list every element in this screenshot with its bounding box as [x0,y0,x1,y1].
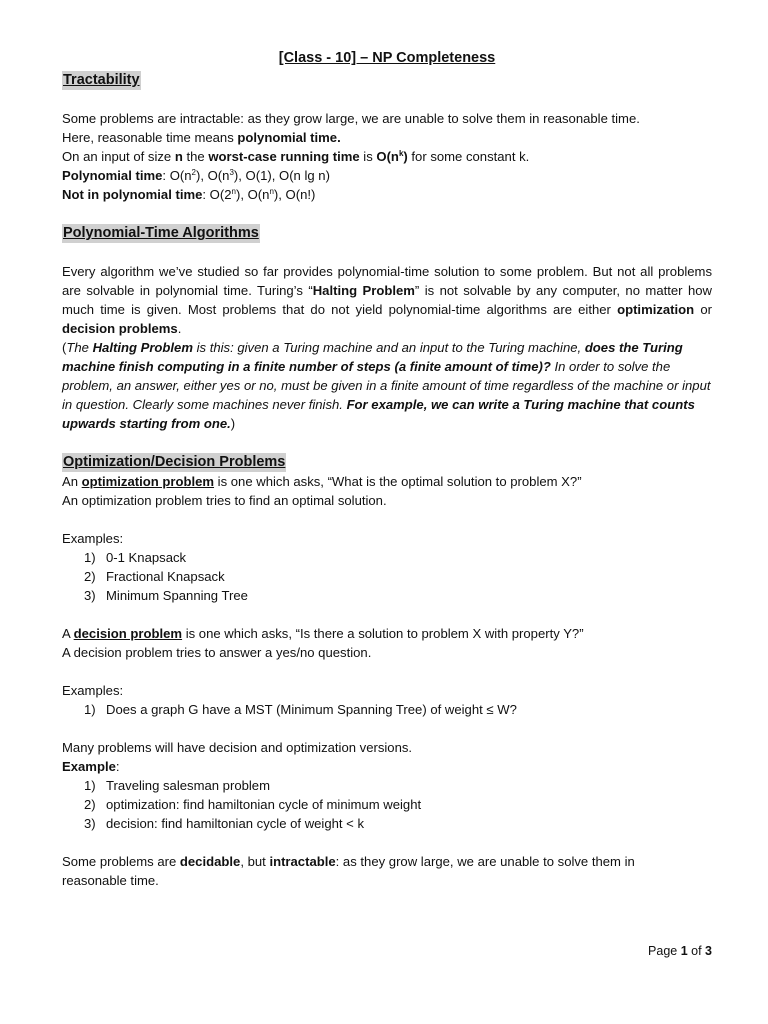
example-label: Example: [62,759,120,774]
versions-line: Many problems will have decision and optimization versions. [62,740,413,755]
not-polynomial-time-line: Not in polynomial time: O(2$^n$), $O(n^n)$, O(n!) [62,187,316,202]
heading-polynomial-time-algorithms: Polynomial-Time Algorithms [63,225,259,241]
list-item: 1) Traveling salesman problem [84,778,270,793]
heading-tractability: Tractability [63,72,140,88]
list-item: 2) optimization: find hamiltonian cycle of minimum weight [84,797,422,812]
tsp-examples-list [62,776,712,833]
polynomial-time-line: Polynomial time: $O(n^2)$, $O(n^3)$, O(1), O(n lg n) [62,168,330,183]
examples-label: Examples: [62,531,124,546]
optimization-definition: An optimization problem is one which asks, “What is the optimal solution to problem X?” [62,474,582,489]
list-item: 3) decision: find hamiltonian cycle of weight < k [84,816,365,831]
page-title: [Class - 10] – NP Completeness [278,50,496,66]
document-page [62,48,712,890]
list-item: 1) 0-1 Knapsack [84,550,187,565]
list-item: 2) Fractional Knapsack [84,569,225,584]
heading-optimization-decision: Optimization/Decision Problems [63,454,286,470]
examples-label-2: Examples: [62,683,124,698]
list-item: 1) Does a graph G have a MST (Minimum Spanning Tree) of weight ≤ W? [84,702,517,717]
decision-definition: A decision problem is one which asks, “Is there a solution to problem X with property Y?” [62,626,584,641]
tractability-line-2: Here, reasonable time means polynomial time. [62,130,341,145]
tractability-line-3: On an input of size n the worst-case running time is $O(n^k)$ for some constant k. [62,149,530,164]
decidable-intractable-line: Some problems are decidable, but intractable: as they grow large, we are unable to solve them in reasonable time. [62,854,635,888]
decision-examples-list [62,700,712,719]
optimization-line-2: An optimization problem tries to find an optimal solution. [62,493,387,508]
poly-algos-paragraph: Every algorithm we’ve studied so far provides polynomial-time solution to some problem. But not all problems are solvable in polynomial time. Turing’s “Halting Problem” is not solvable by any computer, no matter how much time is given. Most problems that do not yield polynomial-time algorithms are either optimization or decision problems. [62,264,713,336]
halting-problem-note: (The Halting Problem is this: given a Turing machine and an input to the Turing machine, does the Turing machine finish computing in a finite number of steps (a finite amount of time)? In order to solve the problem, an answer, either yes or no, must be given in a finite amount of time regardless of the machine or input in question. Clearly some machines never finish. For example, we can write a Turing machine that counts upwards starting from one.) [62,340,711,431]
optimization-examples-list [62,548,712,605]
tractability-line-1: Some problems are intractable: as they grow large, we are unable to solve them in reasonable time. [62,111,640,126]
page-number: Page 1 of 3 [648,944,712,958]
list-item: 3) Minimum Spanning Tree [84,588,248,603]
decision-line-2: A decision problem tries to answer a yes/no question. [62,645,372,660]
